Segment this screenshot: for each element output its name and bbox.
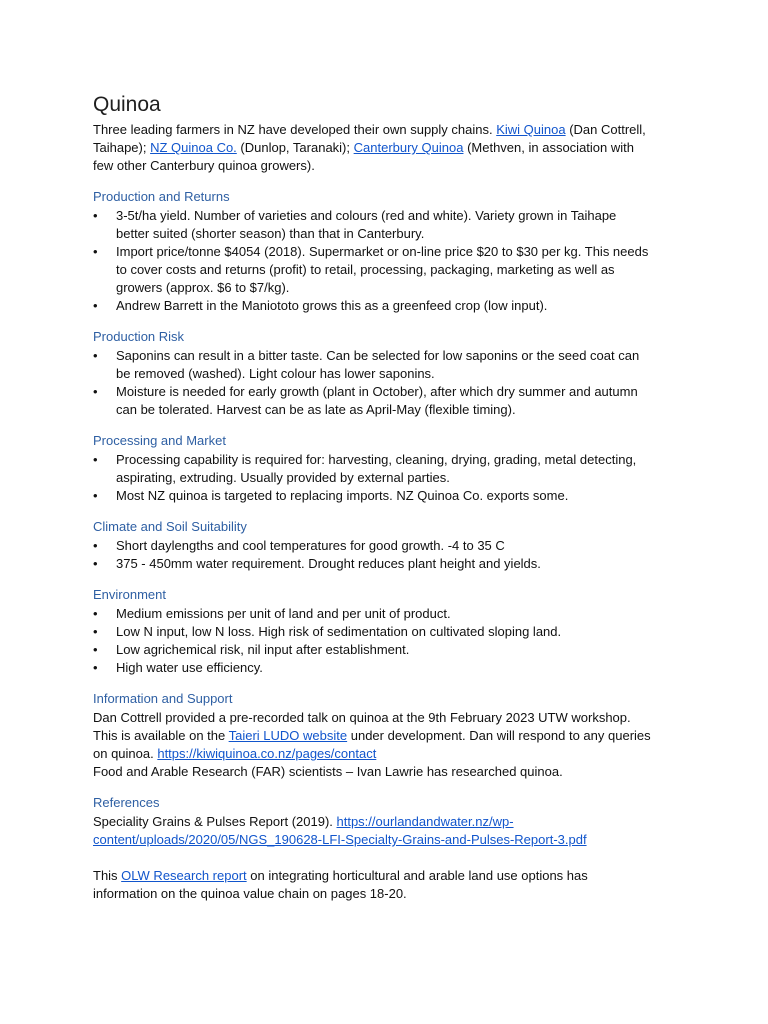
intro-text-4: (Methven, in association with few other Canterbury quinoa growers). (93, 140, 634, 173)
heading-production-returns: Production and Returns (93, 189, 230, 204)
info-text-1: Dan Cottrell provided a pre-recorded talk on quinoa at the 9th February 2023 UTW workshop. This is available on the (93, 710, 631, 743)
list-item: • Import price/tonne $4054 (2018). Supermarket or on-line price $20 to $30 per kg. This needs to cover costs and returns (profit) to retail, processing, packaging, marketing as well as growers (approx. $6 to $7/kg). (93, 243, 653, 297)
heading-info-support: Information and Support (93, 691, 233, 706)
info-text-2: under development. Dan will respond to any queries on quinoa. (93, 728, 651, 761)
list-production-risk (93, 347, 653, 419)
list-production-returns (93, 207, 653, 315)
grains-pulses-report-link[interactable]: https://ourlandandwater.nz/wp-content/uploads/2020/05/NGS_190628-LFI-Specialty-Grains-and-Pulses-Report-3.pdf (93, 814, 587, 847)
list-climate-soil (93, 537, 653, 573)
heading-environment: Environment (93, 587, 166, 602)
paragraph-spacer (93, 849, 653, 867)
document-content (93, 92, 653, 903)
list-item: • Andrew Barrett in the Maniototo grows this as a greenfeed crop (low input). (93, 297, 653, 315)
olw-research-report-link[interactable]: OLW Research report (121, 868, 247, 883)
list-item: • 375 - 450mm water requirement. Drought reduces plant height and yields. (93, 555, 653, 573)
list-item: • Medium emissions per unit of land and per unit of product. (93, 605, 653, 623)
taieri-ludo-link[interactable]: Taieri LUDO website (228, 728, 348, 743)
heading-climate-soil: Climate and Soil Suitability (93, 519, 247, 534)
list-item: • Saponins can result in a bitter taste. Can be selected for low saponins or the seed coat can be removed (washed). Light colour has lower saponins. (93, 347, 653, 383)
list-item: • Low N input, low N loss. High risk of sedimentation on cultivated sloping land. (93, 623, 653, 641)
heading-processing-market: Processing and Market (93, 433, 226, 448)
list-item: • 3-5t/ha yield. Number of varieties and colours (red and white). Variety grown in Taihape better suited (shorter season) than that in Canterbury. (93, 207, 653, 243)
list-item: • Low agrichemical risk, nil input after establishment. (93, 641, 653, 659)
list-item: • Processing capability is required for: harvesting, cleaning, drying, grading, metal detecting, aspirating, extruding. Usually provided by external parties. (93, 451, 653, 487)
list-processing-market (93, 451, 653, 505)
olw-text-1: This (93, 868, 122, 883)
far-paragraph: Food and Arable Research (FAR) scientists – Ivan Lawrie has researched quinoa. (93, 764, 563, 779)
list-item: • Short daylengths and cool temperatures for good growth. -4 to 35 C (93, 537, 653, 555)
ref-text-1: Speciality Grains & Pulses Report (2019). (93, 814, 337, 829)
intro-text-3: (Dunlop, Taranaki); (236, 140, 354, 155)
list-item: • High water use efficiency. (93, 659, 653, 677)
heading-production-risk: Production Risk (93, 329, 185, 344)
list-environment (93, 605, 653, 677)
kiwi-quinoa-link[interactable]: Kiwi Quinoa (496, 122, 566, 137)
list-item: • Most NZ quinoa is targeted to replacing imports. NZ Quinoa Co. exports some. (93, 487, 653, 505)
canterbury-quinoa-link[interactable]: Canterbury Quinoa (353, 140, 464, 155)
list-item: • Moisture is needed for early growth (plant in October), after which dry summer and autumn can be tolerated. Harvest can be as late as April-May (flexible timing). (93, 383, 653, 419)
olw-paragraph (93, 867, 653, 903)
kiwiquinoa-contact-link[interactable]: https://kiwiquinoa.co.nz/pages/contact (157, 746, 377, 761)
intro-text-2: (Dan Cottrell, Taihape); (93, 122, 646, 155)
olw-text-2: on integrating horticultural and arable land use options has information on the quinoa value chain on pages 18-20. (93, 868, 588, 901)
references-paragraph (93, 813, 653, 849)
heading-references: References (93, 795, 160, 810)
intro-paragraph (93, 121, 653, 175)
nz-quinoa-co-link[interactable]: NZ Quinoa Co. (150, 140, 237, 155)
intro-text-1: Three leading farmers in NZ have developed their own supply chains. (93, 122, 497, 137)
page-title: Quinoa (93, 93, 161, 116)
info-support-paragraph (93, 709, 653, 763)
